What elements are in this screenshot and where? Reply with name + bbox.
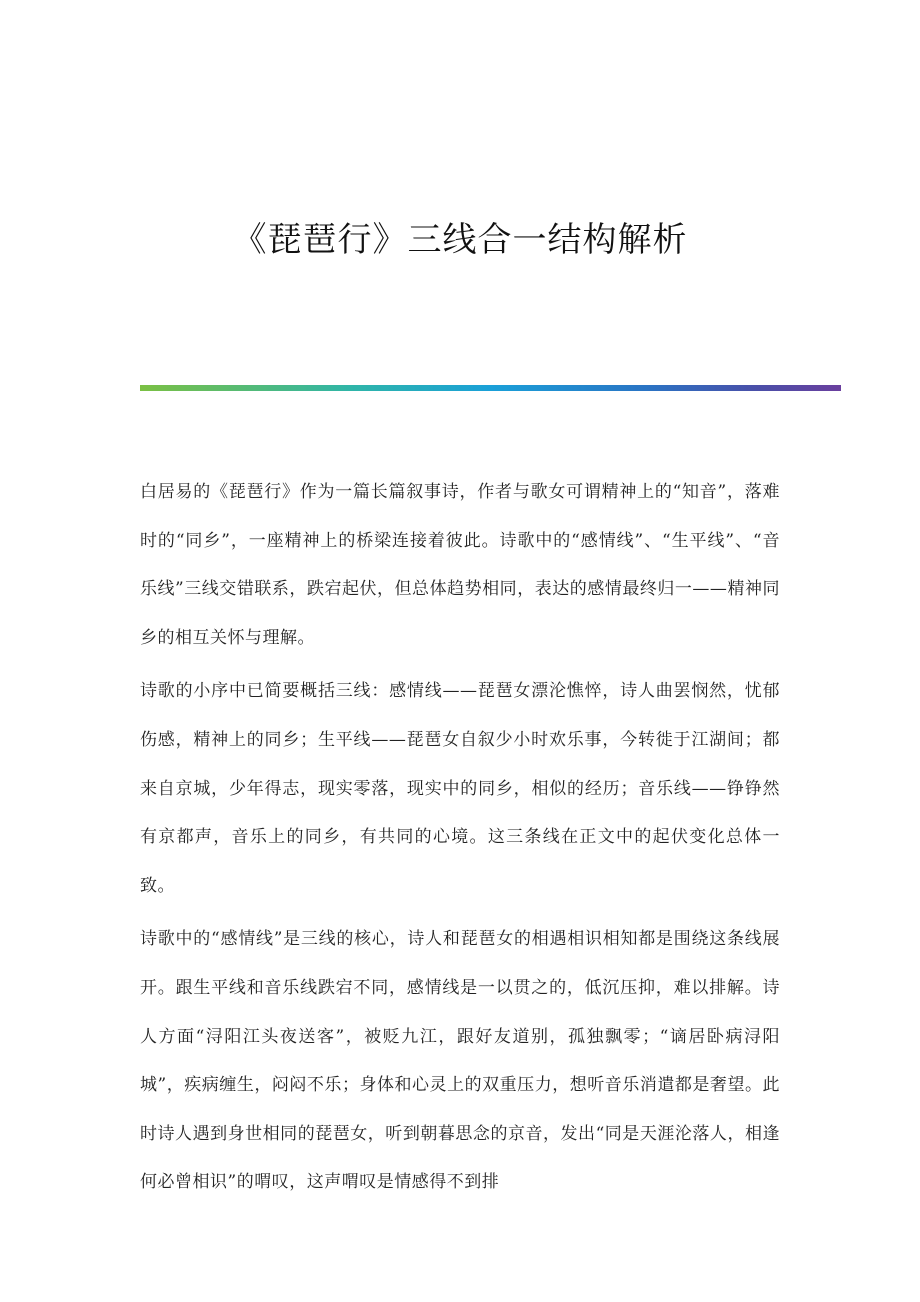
paragraph-3: 诗歌中的“感情线”是三线的核心，诗人和琵琶女的相遇相识相知都是围绕这条线展开。跟生平线和音乐线跌宕不同，感情线是一以贯之的，低沉压抑，难以排解。诗人方面“浔阳江头夜送客”，被贬九江，跟好友道别，孤独飘零；“谪居卧病浔阳城”，疾病缠生，闷闷不乐；身体和心灵上的双重压力，想听音乐消遣都是奢望。此时诗人遇到身世相同的琵琶女，听到朝暮思念的京音，发出“同是天涯沦落人，相逢何必曾相识”的喟叹，这声喟叹是情感得不到排 — [140, 929, 780, 1193]
paragraph-1: 白居易的《琵琶行》作为一篇长篇叙事诗，作者与歌女可谓精神上的“知音”，落难时的“同乡”，一座精神上的桥梁连接着彼此。诗歌中的“感情线”、“生平线”、“音乐线”三线交错联系，跌宕起伏，但总体趋势相同，表达的感情最终归一——精神同乡的相互关怀与理解。 — [140, 482, 780, 648]
document-title: 《琵琶行》三线合一结构解析 — [232, 220, 688, 260]
paragraph-2: 诗歌的小序中已简要概括三线：感情线——琵琶女漂沦憔悴，诗人曲罢悯然，忧郁伤感，精神上的同乡；生平线——琵琶女自叙少小时欢乐事，今转徙于江湖间；都来自京城，少年得志，现实零落，现实中的同乡，相似的经历；音乐线——铮铮然有京都声，音乐上的同乡，有共同的心境。这三条线在正文中的起伏变化总体一致。 — [140, 681, 780, 896]
title-divider — [140, 385, 841, 391]
document-body — [140, 468, 780, 1212]
